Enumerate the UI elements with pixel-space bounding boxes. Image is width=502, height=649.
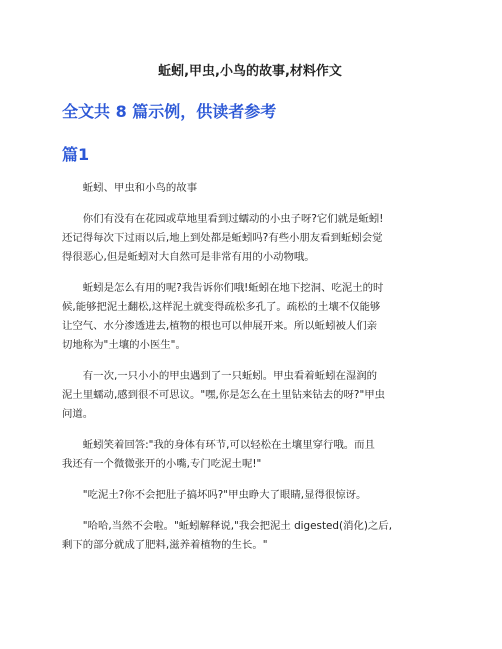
text-line: 有一次,一只小小的甲虫遇到了一只蚯蚓。甲虫看着蚯蚓在湿润的	[82, 370, 378, 382]
paragraph	[62, 436, 438, 474]
text-line: 我还有一个微微张开的小嘴,专门吃泥土呢!"	[62, 458, 262, 470]
text-line: 候,能够把泥土翻松,这样泥土就变得疏松多孔了。疏松的土壤不仅能够	[62, 301, 381, 313]
text-line: 蚯蚓、甲虫和小鸟的故事	[82, 182, 198, 194]
text-line: "哈哈,当然不会啦。"蚯蚓解释说,"我会把泥土 digested(消化)之后,	[82, 520, 392, 532]
article-body	[62, 179, 438, 555]
document-subtitle: 全文共 8 篇示例，供读者参考	[62, 102, 277, 121]
text-line: 问道。	[62, 408, 94, 420]
text-line: 得很恶心,但是蚯蚓对大自然可是非常有用的小动物哦。	[62, 251, 315, 263]
text-line: 泥土里蠕动,感到很不可思议。"嘿,你是怎么在土里钻来钻去的呀?"甲虫	[62, 389, 386, 401]
text-line: 让空气、水分渗透进去,植物的根也可以伸展开来。所以蚯蚓被人们亲	[62, 320, 378, 332]
paragraph	[62, 367, 438, 424]
text-line: 蚯蚓笑着回答:"我的身体有环节,可以轻松在土壤里穿行哦。而且	[82, 439, 375, 451]
paragraph	[62, 279, 438, 355]
text-line: 还记得每次下过雨以后,地上到处都是蚯蚓吗?有些小朋友看到蚯蚓会觉	[62, 232, 383, 244]
text-line: 剩下的部分就成了肥料,滋养着植物的生长。"	[62, 539, 268, 551]
chapter-heading: 篇1	[62, 145, 90, 164]
paragraph	[62, 210, 438, 267]
paragraph	[62, 517, 438, 555]
paragraph-heading	[62, 179, 438, 198]
paragraph	[62, 486, 438, 505]
text-line: 切地称为"土壤的小医生"。	[62, 339, 186, 351]
document-title: 蚯蚓,甲虫,小鸟的故事,材料作文	[158, 64, 342, 79]
text-line: "吃泥土?你不会把肚子搞坏吗?"甲虫睁大了眼睛,显得很惊讶。	[82, 489, 367, 501]
text-line: 你们有没有在花园或草地里看到过蠕动的小虫子呀?它们就是蚯蚓!	[82, 213, 384, 225]
text-line: 蚯蚓是怎么有用的呢?我告诉你们哦!蚯蚓在地下挖洞、吃泥土的时	[82, 282, 384, 294]
